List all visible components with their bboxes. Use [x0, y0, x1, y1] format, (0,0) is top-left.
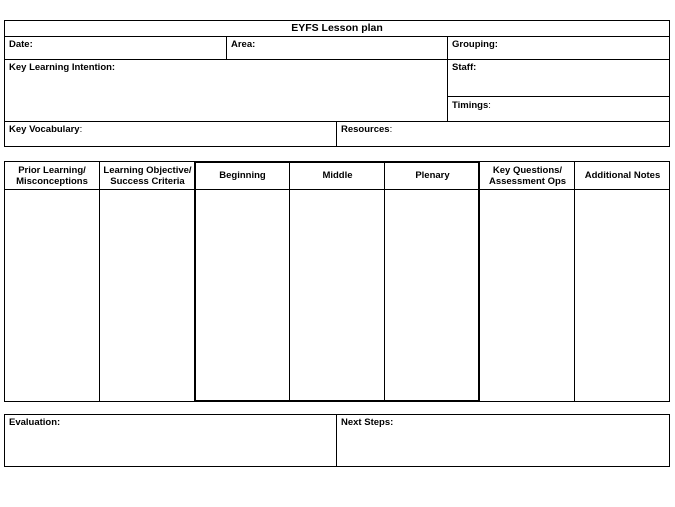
divider	[447, 96, 670, 97]
resources-colon: :	[389, 124, 393, 135]
header-line: Success Criteria	[110, 175, 185, 187]
timings-colon: :	[488, 100, 491, 111]
evaluation-label: Evaluation:	[9, 417, 61, 428]
resources-label-text: Resources	[341, 124, 390, 135]
column-header-additional-notes: Additional Notes	[584, 170, 661, 181]
timings-label-text: Timings	[452, 100, 489, 111]
key-vocabulary-colon: :	[79, 124, 83, 135]
divider	[336, 121, 337, 147]
column-divider	[574, 161, 575, 402]
grouping-label: Grouping:	[452, 39, 498, 50]
header-line: Key Questions/	[492, 164, 563, 176]
key-vocabulary-label	[9, 124, 82, 135]
header-line: Misconceptions	[16, 175, 88, 187]
divider	[4, 59, 670, 60]
date-label: Date:	[9, 39, 33, 50]
area-label-text: Area:	[231, 39, 256, 50]
resources-label	[341, 124, 392, 135]
column-header-middle: Middle	[322, 170, 353, 181]
header-line: Assessment Ops	[488, 175, 567, 187]
divider	[226, 36, 227, 59]
divider	[4, 36, 670, 37]
key-vocabulary-label-text: Key Vocabulary	[9, 124, 80, 135]
column-divider	[99, 161, 100, 402]
column-header-key-questions	[480, 162, 575, 189]
divider	[4, 121, 670, 122]
evaluation-block	[4, 414, 670, 467]
column-header-beginning: Beginning	[219, 170, 266, 181]
header-line: Learning Objective/	[103, 164, 192, 176]
timings-label	[452, 100, 491, 111]
header-line: Prior Learning/	[18, 164, 86, 176]
page-title: EYFS Lesson plan	[291, 22, 383, 34]
divider	[336, 414, 337, 467]
column-header-prior-learning	[4, 162, 100, 189]
column-header-learning-objective	[100, 162, 195, 189]
area-label	[231, 39, 255, 50]
lesson-plan-header	[4, 20, 670, 147]
next-steps-label: Next Steps:	[341, 417, 394, 428]
lesson-phases-frame	[194, 161, 480, 402]
staff-label: Staff:	[452, 62, 477, 73]
column-header-plenary: Plenary	[415, 170, 450, 181]
divider	[447, 36, 448, 121]
key-learning-intention-label: Key Learning Intention:	[9, 62, 116, 73]
